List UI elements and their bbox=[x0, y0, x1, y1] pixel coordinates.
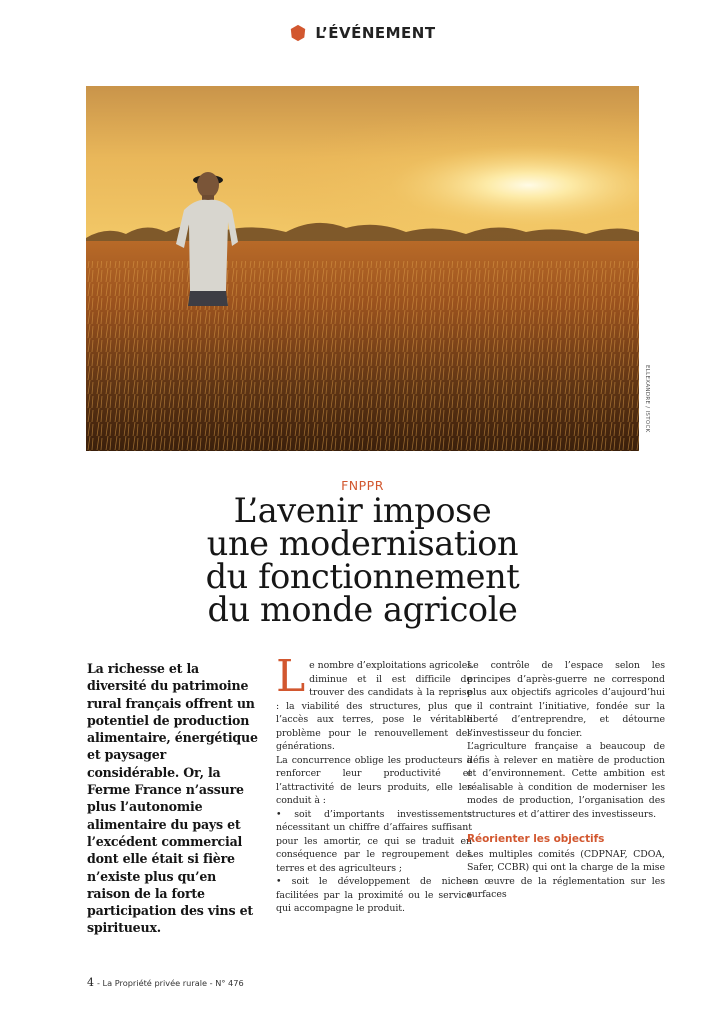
headline-line: une modernisation bbox=[206, 524, 519, 563]
page-footer bbox=[87, 976, 244, 989]
headline-line: du fonctionnement bbox=[205, 557, 520, 596]
body-paragraph: • soit le développement de niches facilitées par la proximité ou le service qui accompagne le produit. bbox=[276, 876, 472, 914]
body-paragraph: La concurrence oblige les producteurs à renforcer leur productivité et l’attractivité de leurs produits, elle les conduit à : bbox=[276, 754, 472, 806]
drop-cap: L bbox=[276, 651, 306, 702]
body-paragraph: L’agriculture française a beaucoup de défis à relever en matière de production et d’environnement. Cette ambition est réalisable à condition de moderniser les modes de production, l’organisation des structures et d’attirer des investisseurs. bbox=[467, 741, 665, 820]
section-subhead: Réorienter les objectifs bbox=[467, 833, 605, 845]
body-paragraph: Le contrôle de l’espace selon les principes d’après-guerre ne correspond plus aux objectifs agricoles d’aujourd’hui ; il contraint l’initiative, fondée sur la liberté d’entreprendre, et détourne l’investisseur du foncier. bbox=[467, 660, 665, 739]
hero-photo bbox=[86, 86, 639, 451]
hexagon-icon bbox=[289, 24, 307, 42]
article-kicker: FNPPR bbox=[341, 478, 384, 493]
body-paragraph: Le nombre d’exploitations agricoles diminue et il est difficile de trouver des candidats à la reprise : la viabilité des structures, plus que l’accès aux terres, pose le véritable problème pour le renouvellement des générations. bbox=[276, 651, 472, 752]
section-label: L’ÉVÉNEMENT bbox=[315, 24, 436, 42]
publication-name: - La Propriété privée rurale - N° 476 bbox=[97, 978, 244, 988]
body-paragraph: • soit d’importants investissements nécessitant un chiffre d’affaires suffisant pour les amortir, ce qui se traduit en conséquence par le regroupement des terres et des agriculteurs ; bbox=[276, 808, 472, 874]
article-lead: La richesse et la diversité du patrimoine rural français offrent un potentiel de production alimentaire, énergétique et paysager considérable. Or, la Ferme France n’assure plus l’autonomie alimentaire du pays et l’excédent commercial dont elle était si fière n’existe plus qu’en raison de la forte participation des vins et spiritueux. bbox=[87, 661, 258, 936]
photo-credit: ELLEXANDRE / ISTOCK bbox=[644, 365, 650, 433]
page-number: 4 bbox=[87, 976, 94, 989]
body-column-1 bbox=[276, 651, 472, 916]
section-header bbox=[0, 21, 725, 45]
headline-line: du monde agricole bbox=[207, 590, 518, 629]
headline-line: L’avenir impose bbox=[233, 491, 492, 530]
article-headline bbox=[90, 491, 635, 629]
body-column-2 bbox=[467, 659, 665, 902]
body-paragraph: Les multiples comités (CDPNAF, CDOA, Safer, CCBR) qui ont la charge de la mise en œuvre de la réglementation sur les surfaces bbox=[467, 848, 665, 900]
